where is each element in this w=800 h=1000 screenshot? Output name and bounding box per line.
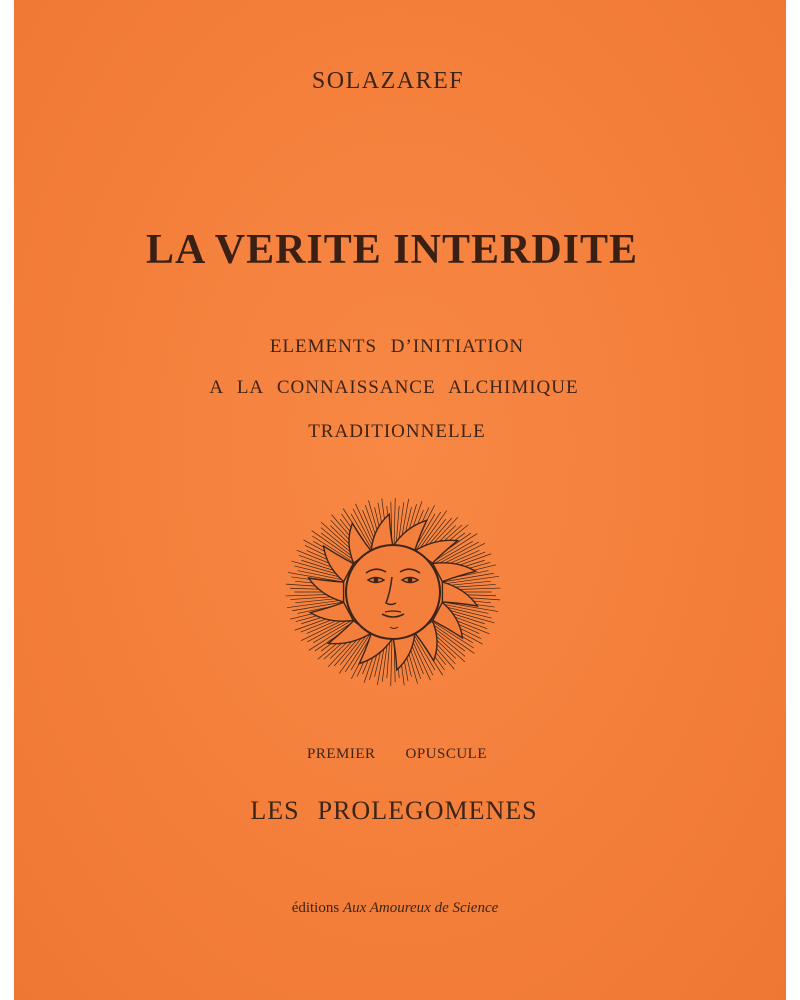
- volume-number: PREMIER: [306, 746, 376, 762]
- subtitle-line-3: TRADITIONNELLE: [308, 421, 486, 442]
- book-title: LA VERITE INTERDITE: [145, 227, 639, 273]
- volume-label: [11, 746, 783, 763]
- publisher-name: Aux Amoureux de Science: [342, 900, 499, 916]
- section-name: PROLEGOMENES: [317, 796, 538, 825]
- subtitle-line-2: A LA CONNAISSANCE ALCHIMIQUE: [209, 377, 579, 398]
- subtitle-line-1: ELEMENTS D’INITIATION: [269, 336, 525, 357]
- author-name: SOLAZAREF: [311, 68, 465, 94]
- book-cover: [14, 0, 786, 1000]
- publisher-prefix: éditions: [291, 900, 340, 916]
- volume-type: OPUSCULE: [405, 746, 488, 762]
- publisher-line: [9, 900, 781, 917]
- section-article: LES: [250, 796, 300, 825]
- sun-with-face-icon: [282, 497, 504, 687]
- section-title: [8, 796, 780, 826]
